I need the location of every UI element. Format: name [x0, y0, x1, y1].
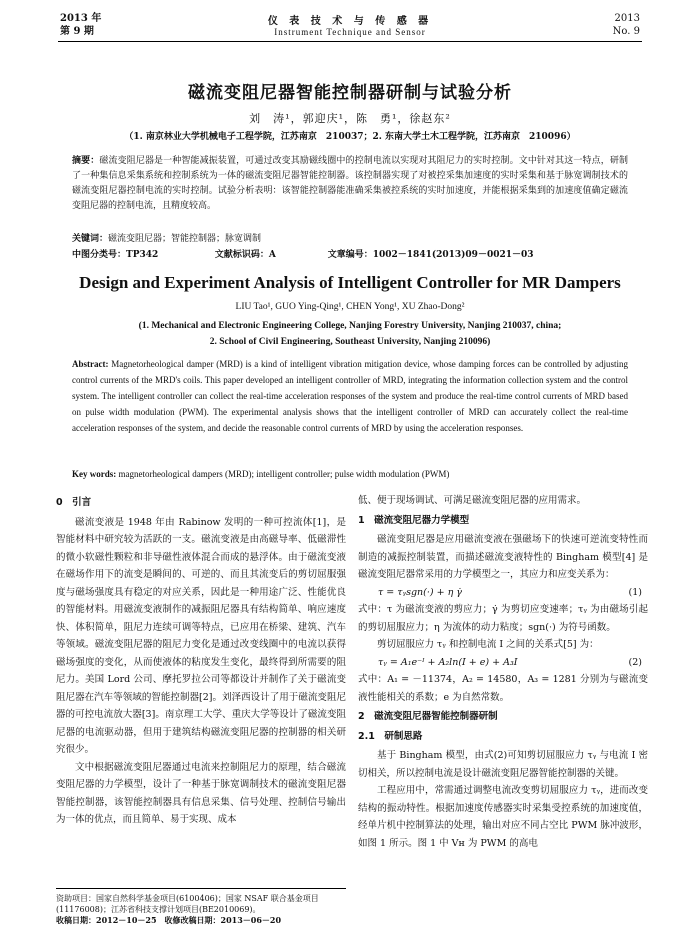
- paragraph: 式中：τ 为磁流变液的剪应力；γ̇ 为剪切应变速率；τᵧ 为由磁场引起的剪切屈服应力；η 为流体的动力粘度；sgn(·) 为符号函数。: [358, 604, 648, 633]
- body-right-column: [358, 492, 648, 852]
- affiliation-en: [0, 318, 700, 350]
- equation-1: [358, 584, 648, 602]
- keywords-cn: [72, 233, 628, 246]
- document-code: 文献标识码：A: [214, 250, 276, 260]
- body-left-column: [56, 492, 346, 829]
- equation-1-number: (1): [628, 586, 642, 598]
- subsection-heading: 2.1 研制思路: [358, 730, 423, 742]
- header-issue: 第 9 期: [60, 26, 94, 37]
- affiliation-en-line: (1. Mechanical and Electronic Engineering College, Nanjing Forestry University, Nanjing 210037, china;: [138, 321, 562, 331]
- keywords-en: [72, 469, 628, 479]
- abstract-en-text: Magnetorheological damper (MRD) is a kind of intelligent vibration mitigation device, whose damping forces can be controlled by adjusting control currents of the MRD's coils. This paper developed an intelligent controller of MRD, integrating the information collection system and the control system. The intelligent controller can collect the real-time acceleration responses of the system and produce the real-time control currents of MRD based on pulse width modulation (PWM). The experimental analysis shows that the intelligent controller of MRD can accurately collect the real-time acceleration responses of the system, and decide the reasonable control currents of MRD by using the acceleration responses.: [72, 359, 629, 433]
- paragraph: 工程应用中，常需通过调整电流改变剪切屈服应力 τᵧ，进而改变结构的振动特性。根据加速度传感器实时采集受控系统的加速度值，经单片机中控制算法的处理，输出对应不同占空比 PWM 脉冲波形，如图 1 所示。图 1 中 Vн 为 PWM 的高电: [358, 785, 648, 849]
- keywords-en-label: Key words:: [72, 469, 117, 479]
- abstract-cn-text: 磁流变阻尼器是一种智能减振装置，可通过改变其励磁线圈中的控制电流以实现对其阻尼力的实时控制。文中针对其这一特点，研制了一种集信息采集系统和控制系统为一体的磁流变阻尼器智能控制器。该控制器实现了对被控采集加速度的实时采集和基于脉宽调制技术的磁流变阻尼器控制电流的实时控制。试验分析表明：该智能控制器能准确采集被控系统的实时加速度，并能根据采集到的加速度值确定磁流变阻尼器的控制电流，且精度较高。: [72, 156, 628, 211]
- equation-1-body: τ = τᵧsgn(·) + η γ̇: [378, 586, 462, 598]
- equation-2: [358, 654, 648, 672]
- abstract-en-label: Abstract:: [72, 359, 109, 369]
- paragraph: 磁流变液是 1948 年由 Rabinow 发明的一种可控流体[1]，是智能材料中研究较为活跃的一支。磁流变液是由高磁导率、低磁滞性的微小软磁性颗粒和非导磁性液体混合而成的悬浮体。由于磁流变液在磁场作用下的流变是瞬间的、可逆的、而且其流变后的剪切屈服强度与磁场强度具有稳定的对应关系，因此是一种用途广泛、性能优良的智能材料。用磁流变液制作的减振阻尼器具有结构简单、响应速度快、体积简单，阻尼力连续可调等特点，已应用在桥梁、建筑、汽车等领域。磁流变阻尼器的阻尼力变化是通过改变线圈中的电流以获得磁场强度的变化，从而使液体的粘度发生变化，最终得到所需要的阻尼力。美国 Lord 公司、摩托罗拉公司等都设计并制作了关于磁流变阻尼器在汽车等领域的智能控制器[2]。刘泽西设计了用于磁流变阻尼器的可控电流放大器[3]。南京理工大学、重庆大学等设计了磁流变阻尼器的电流驱动器，但用于建筑结构磁流变阻尼器的控制器的相关研究很少。: [56, 516, 346, 755]
- section-heading: 2 磁流变阻尼器智能控制器研制: [358, 711, 498, 722]
- header-year-en: 2013: [614, 13, 640, 24]
- header-divider: [58, 41, 642, 42]
- footnote-dates: 收稿日期：2012－10－25 收修改稿日期：2013－06－20: [56, 915, 282, 925]
- section-heading: 0 引言: [56, 497, 92, 508]
- equation-2-number: (2): [628, 656, 642, 668]
- classification-cn: [72, 249, 628, 262]
- article-number: 文章编号：1002－1841(2013)09－0021－03: [327, 250, 534, 260]
- paragraph: 剪切屈服应力 τᵧ 和控制电流 I 之间的关系式[5] 为：: [377, 639, 599, 650]
- abstract-en: [72, 356, 628, 436]
- paragraph: 基于 Bingham 模型，由式(2)可知剪切屈服应力 τᵧ 与电流 I 密切相关，所以控制电流是设计磁流变阻尼器智能控制器的关键。: [358, 750, 648, 779]
- header-journal: [200, 12, 500, 37]
- header-right: [613, 12, 640, 38]
- header-year: 2013 年: [60, 13, 102, 24]
- authors-cn: 刘 涛¹，郭迎庆¹，陈 勇¹，徐赵东²: [249, 112, 451, 125]
- footnote-funding: 资助项目：国家自然科学基金项目(6100406)；国家 NSAF 联合基金项目(11176008)；江苏省科技支撑计划项目(BE2010069)。: [56, 894, 319, 914]
- abstract-cn-label: 摘要：: [72, 156, 100, 166]
- journal-name-cn: 仪 表 技 术 与 传 感 器: [267, 16, 433, 27]
- paragraph: 式中：A₁ = －11374，A₂ = 14580，A₃ = 1281 分别为与磁流变液性能相关的系数；e 为自然常数。: [358, 674, 648, 703]
- paragraph: 磁流变阻尼器是应用磁流变液在强磁场下的快速可逆流变特性而制造的减振控制装置，而描述磁流变液特性的 Bingham 模型[4] 是磁流变阻尼器常采用的力学模型之一，其应力和应变关系为：: [358, 534, 648, 580]
- section-heading: 1 磁流变阻尼器力学模型: [358, 514, 470, 526]
- keywords-en-text: magnetorheological dampers (MRD); intelligent controller; pulse width modulation (PWM): [118, 469, 450, 479]
- journal-name-en: Instrument Technique and Sensor: [274, 27, 426, 37]
- paper-title-cn: 磁流变阻尼器智能控制器研制与试验分析: [188, 83, 512, 103]
- affiliation-cn: （1. 南京林业大学机械电子工程学院，江苏南京 210037；2. 东南大学土木工程学院，江苏南京 210096）: [124, 132, 576, 142]
- affiliation-en-line: 2. School of Civil Engineering, Southeast University, Nanjing 210096): [209, 337, 491, 347]
- header-left: [60, 12, 101, 38]
- abstract-cn: [72, 154, 628, 214]
- header-issue-en: No. 9: [612, 26, 640, 37]
- paper-title-en: Design and Experiment Analysis of Intelligent Controller for MR Dampers: [79, 273, 621, 292]
- keywords-cn-label: 关键词：: [72, 234, 109, 244]
- clc-number: 中图分类号：TP342: [72, 250, 159, 260]
- paragraph: 文中根据磁流变阻尼器通过电流来控制阻尼力的原理，结合磁流变阻尼器的力学模型，设计了一种基于脉宽调制技术的磁流变阻尼器智能控制器，该智能控制器具有信息采集、信号处理、控制信号输出为一体的优点，而且简单、易于实现、成本: [56, 761, 346, 825]
- keywords-cn-text: 磁流变阻尼器；智能控制器；脉宽调制: [108, 234, 262, 244]
- equation-2-body: τᵧ = A₁e⁻ᴵ + A₂ln(I + e) + A₃I: [378, 656, 518, 668]
- authors-en: LIU Tao¹, GUO Ying-Qing¹, CHEN Yong¹, XU Zhao-Dong²: [235, 302, 465, 312]
- paragraph: 低、便于现场调试、可满足磁流变阻尼器的应用需求。: [358, 495, 587, 506]
- footnote: [56, 888, 346, 926]
